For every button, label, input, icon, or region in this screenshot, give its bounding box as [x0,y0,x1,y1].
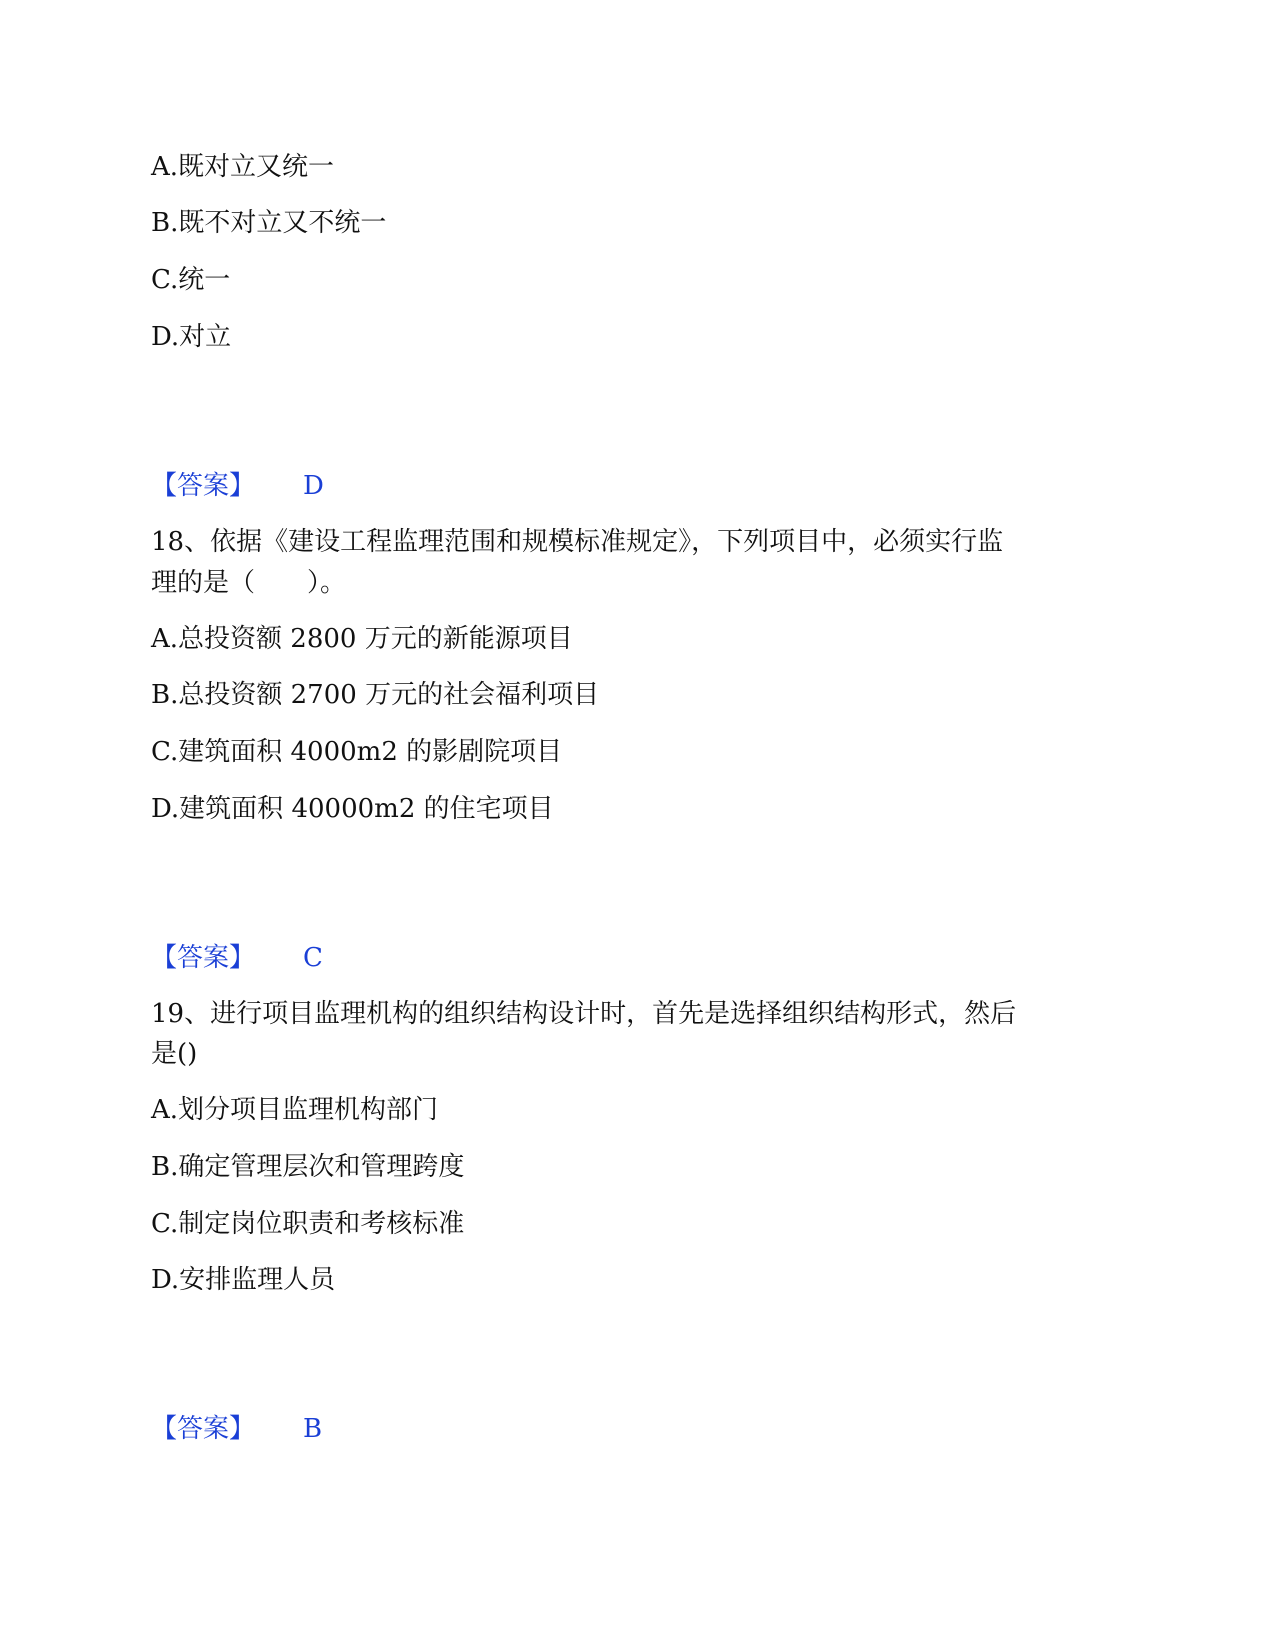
answer-label: 【答案】 [151,471,256,501]
answer-value: C [303,943,323,973]
answer-value: B [303,1414,323,1444]
q18-option-d: D.建筑面积 40000m2 的住宅项目 [151,794,554,824]
answer-value: D [303,471,324,501]
q19-stem-line1: 19、进行项目监理机构的组织结构设计时，首先是选择组织结构形式，然后 [151,999,1017,1029]
q19-option-b: B.确定管理层次和管理跨度 [151,1152,465,1182]
q19-option-c: C.制定岗位职责和考核标准 [151,1209,465,1239]
q18-option-c: C.建筑面积 4000m2 的影剧院项目 [151,737,563,767]
q17-option-b: B.既不对立又不统一 [151,208,387,238]
q19-option-d: D.安排监理人员 [151,1265,336,1295]
q18-answer [151,941,323,975]
q19-stem-line2: 是() [151,1039,198,1069]
q17-option-a: A.既对立又统一 [151,152,335,182]
q18-stem-line2: 理的是（ ）。 [151,568,347,598]
q17-answer [151,469,324,503]
q18-option-a: A.总投资额 2800 万元的新能源项目 [151,624,573,654]
answer-label: 【答案】 [151,1414,256,1444]
q19-option-a: A.划分项目监理机构部门 [151,1095,439,1125]
q19-answer [151,1412,322,1446]
q17-option-d: D.对立 [151,322,232,352]
q17-option-c: C.统一 [151,265,231,295]
q18-option-b: B.总投资额 2700 万元的社会福利项目 [151,680,600,710]
q18-stem-line1: 18、依据《建设工程监理范围和规模标准规定》，下列项目中，必须实行监 [151,527,1004,557]
answer-label: 【答案】 [151,943,256,973]
